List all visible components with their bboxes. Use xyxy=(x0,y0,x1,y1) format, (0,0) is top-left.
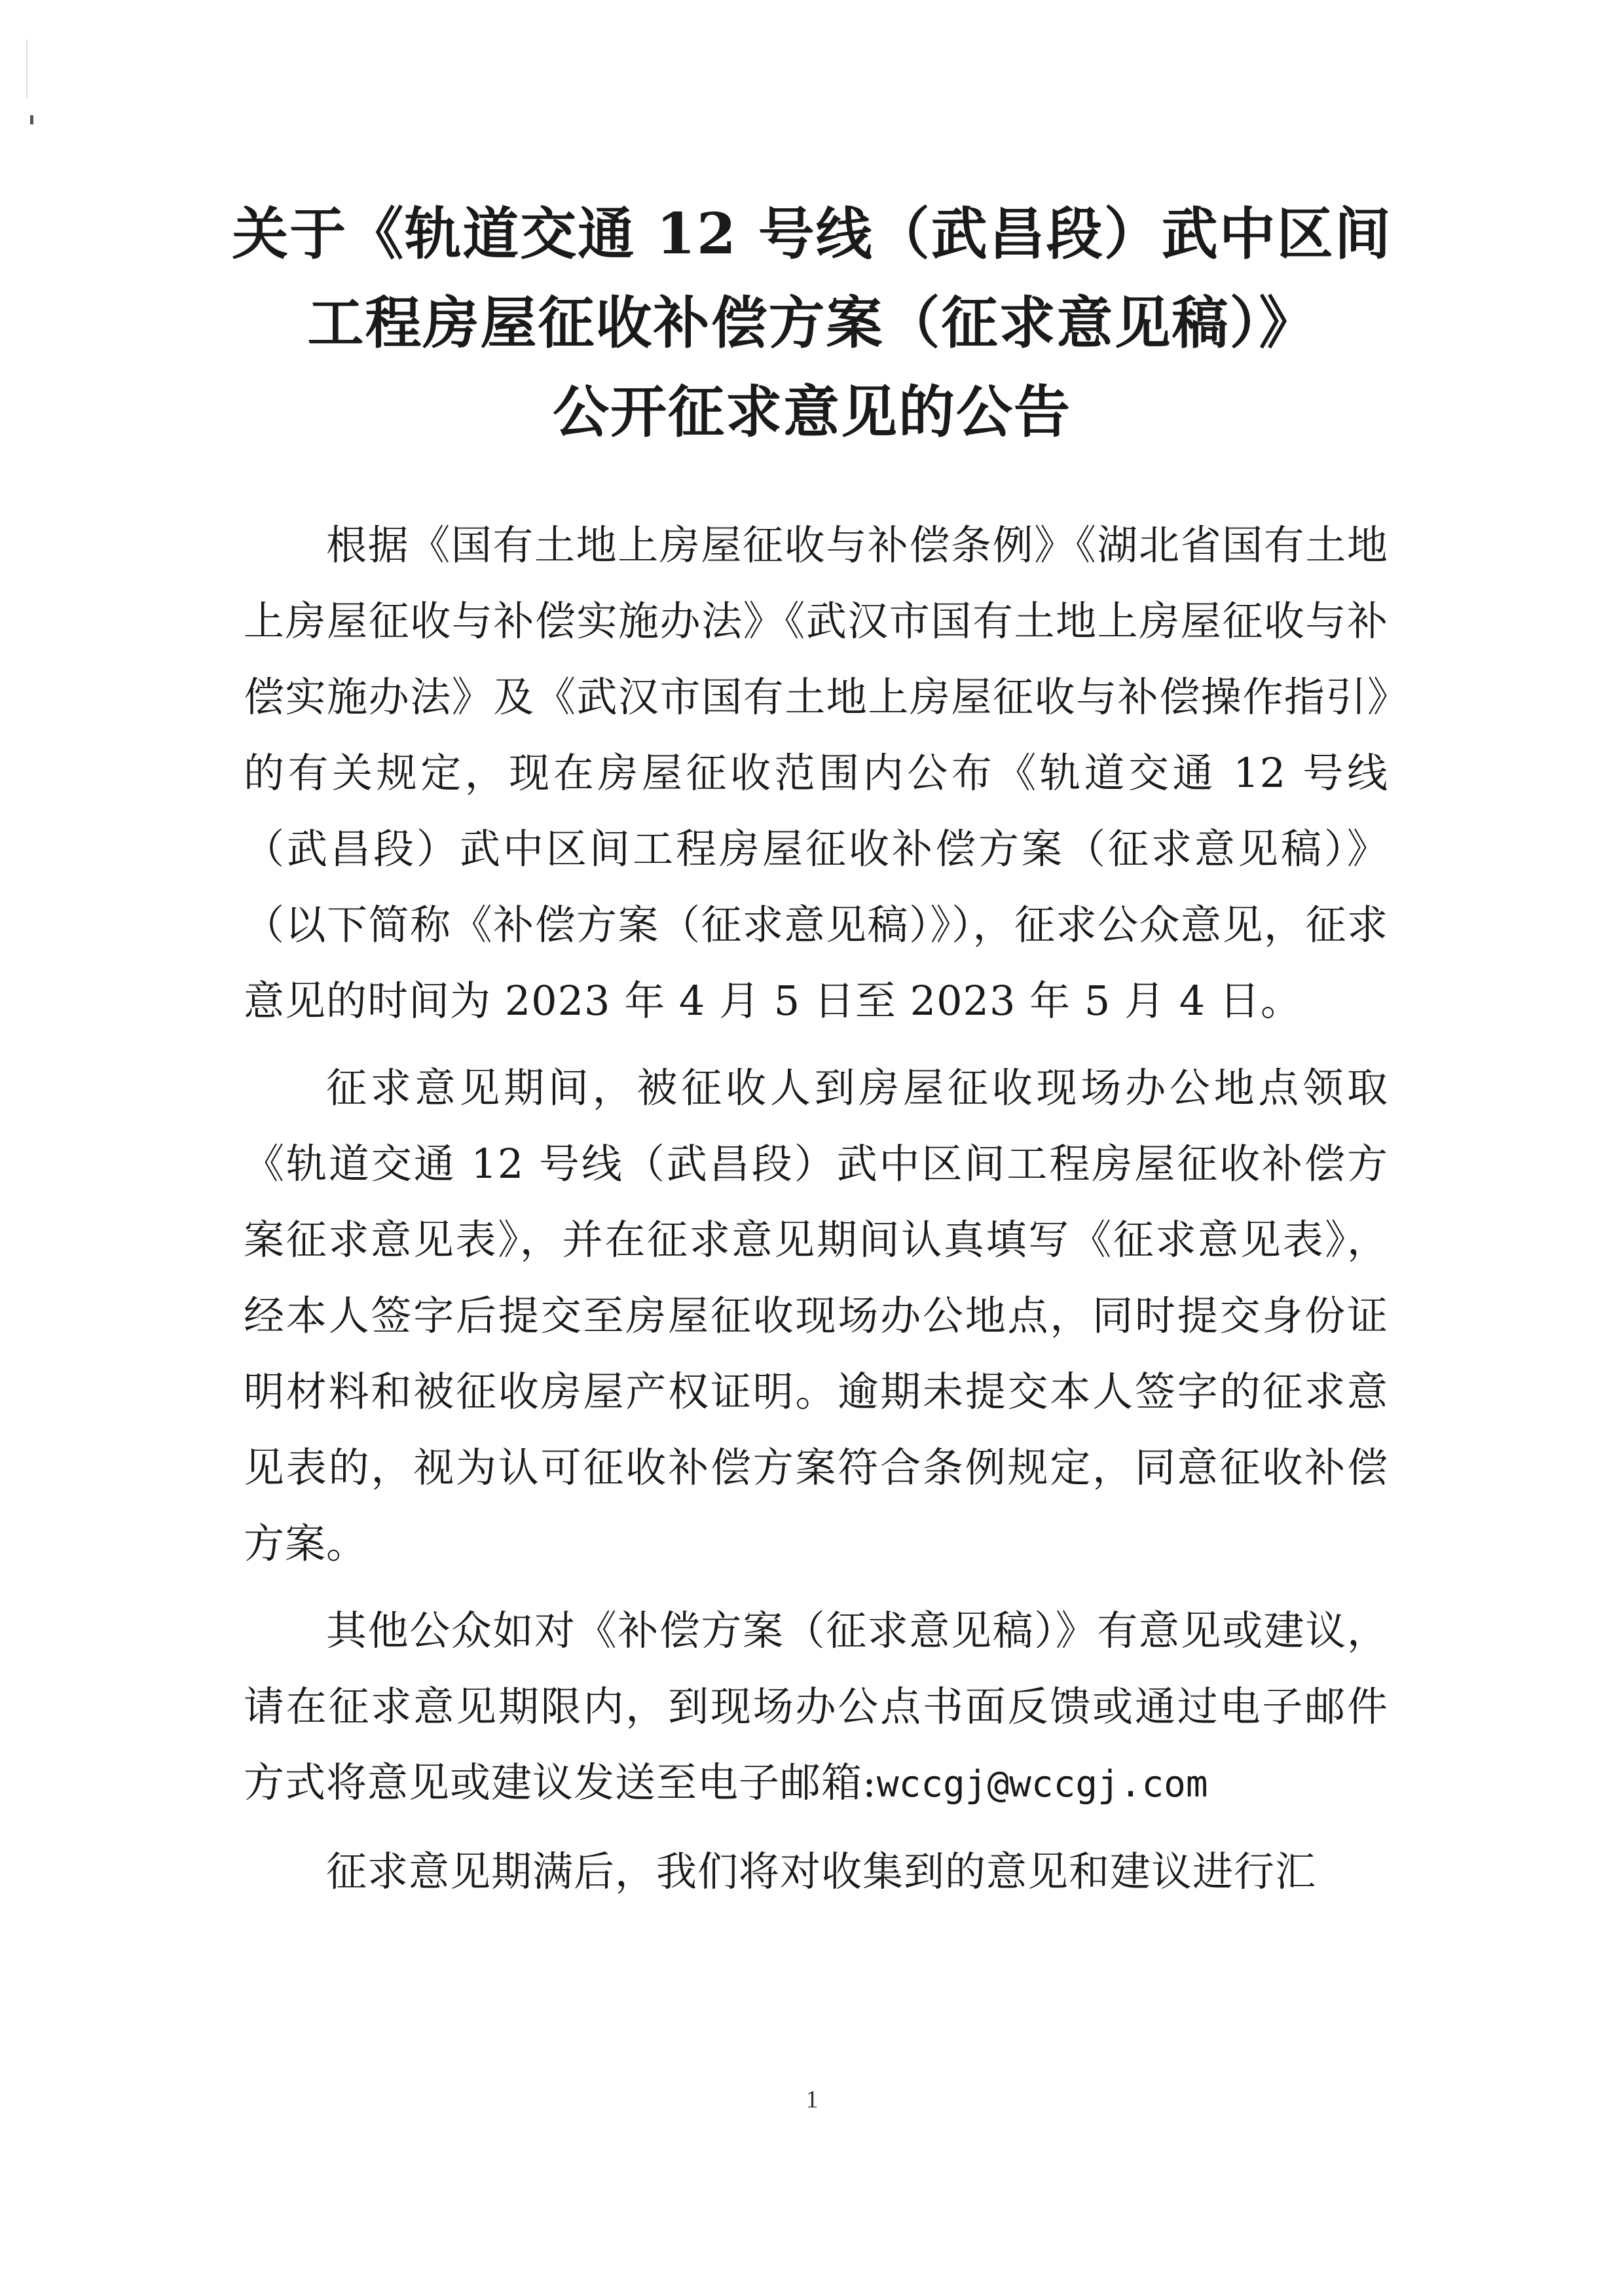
paragraph-legal-basis: 根据《国有土地上房屋征收与补偿条例》《湖北省国有土地上房屋征收与补偿实施办法》《武汉市国有土地上房屋征收与补偿实施办法》及《武汉市国有土地上房屋征收与补偿操作指引》的有关规定，现在房屋征收范围内公布《轨道交通 12 号线（武昌段）武中区间工程房屋征收补偿方案（征求意见稿）》（以下简称《补偿方案（征求意见稿）》），征求公众意见，征求意见的时间为 2023 年 4 月 5 日至 2023 年 5 月 4 日。 xyxy=(244,521,1388,1025)
contact-email: wccgj@wccgj.com xyxy=(876,1763,1208,1806)
feedback-text: 其他公众如对《补偿方案（征求意见稿）》有意见或建议，请在征求意见期限内，到现场办公点书面反馈或通过电子邮件方式将意见或建议发送至电子邮箱: xyxy=(244,1607,1388,1806)
paragraph-consultation-period: 征求意见期间，被征收人到房屋征收现场办公地点领取《轨道交通 12 号线（武昌段）武中区间工程房屋征收补偿方案征求意见表》，并在征求意见期间认真填写《征求意见表》，经本人签字后提交至房屋征收现场办公地点，同时提交身份证明材料和被征收房屋产权证明。逾期未提交本人签字的征求意见表的，视为认可征收补偿方案符合条例规定，同意征收补偿方案。 xyxy=(244,1064,1388,1567)
title-line-3: 公开征求意见的公告 xyxy=(553,379,1071,445)
paragraph-public-feedback xyxy=(244,1593,1388,1823)
title-line-2: 工程房屋征收补偿方案（征求意见稿）》 xyxy=(307,290,1317,356)
title-line-1: 关于《轨道交通 12 号线（武昌段）武中区间 xyxy=(232,201,1392,267)
document-body xyxy=(244,507,1388,1921)
document-title xyxy=(0,190,1624,457)
scan-mark xyxy=(30,115,33,124)
paragraph-after-period: 征求意见期满后，我们将对收集到的意见和建议进行汇 xyxy=(326,1848,1317,1895)
page-number: 1 xyxy=(805,2086,819,2113)
scan-edge-line xyxy=(26,39,28,98)
